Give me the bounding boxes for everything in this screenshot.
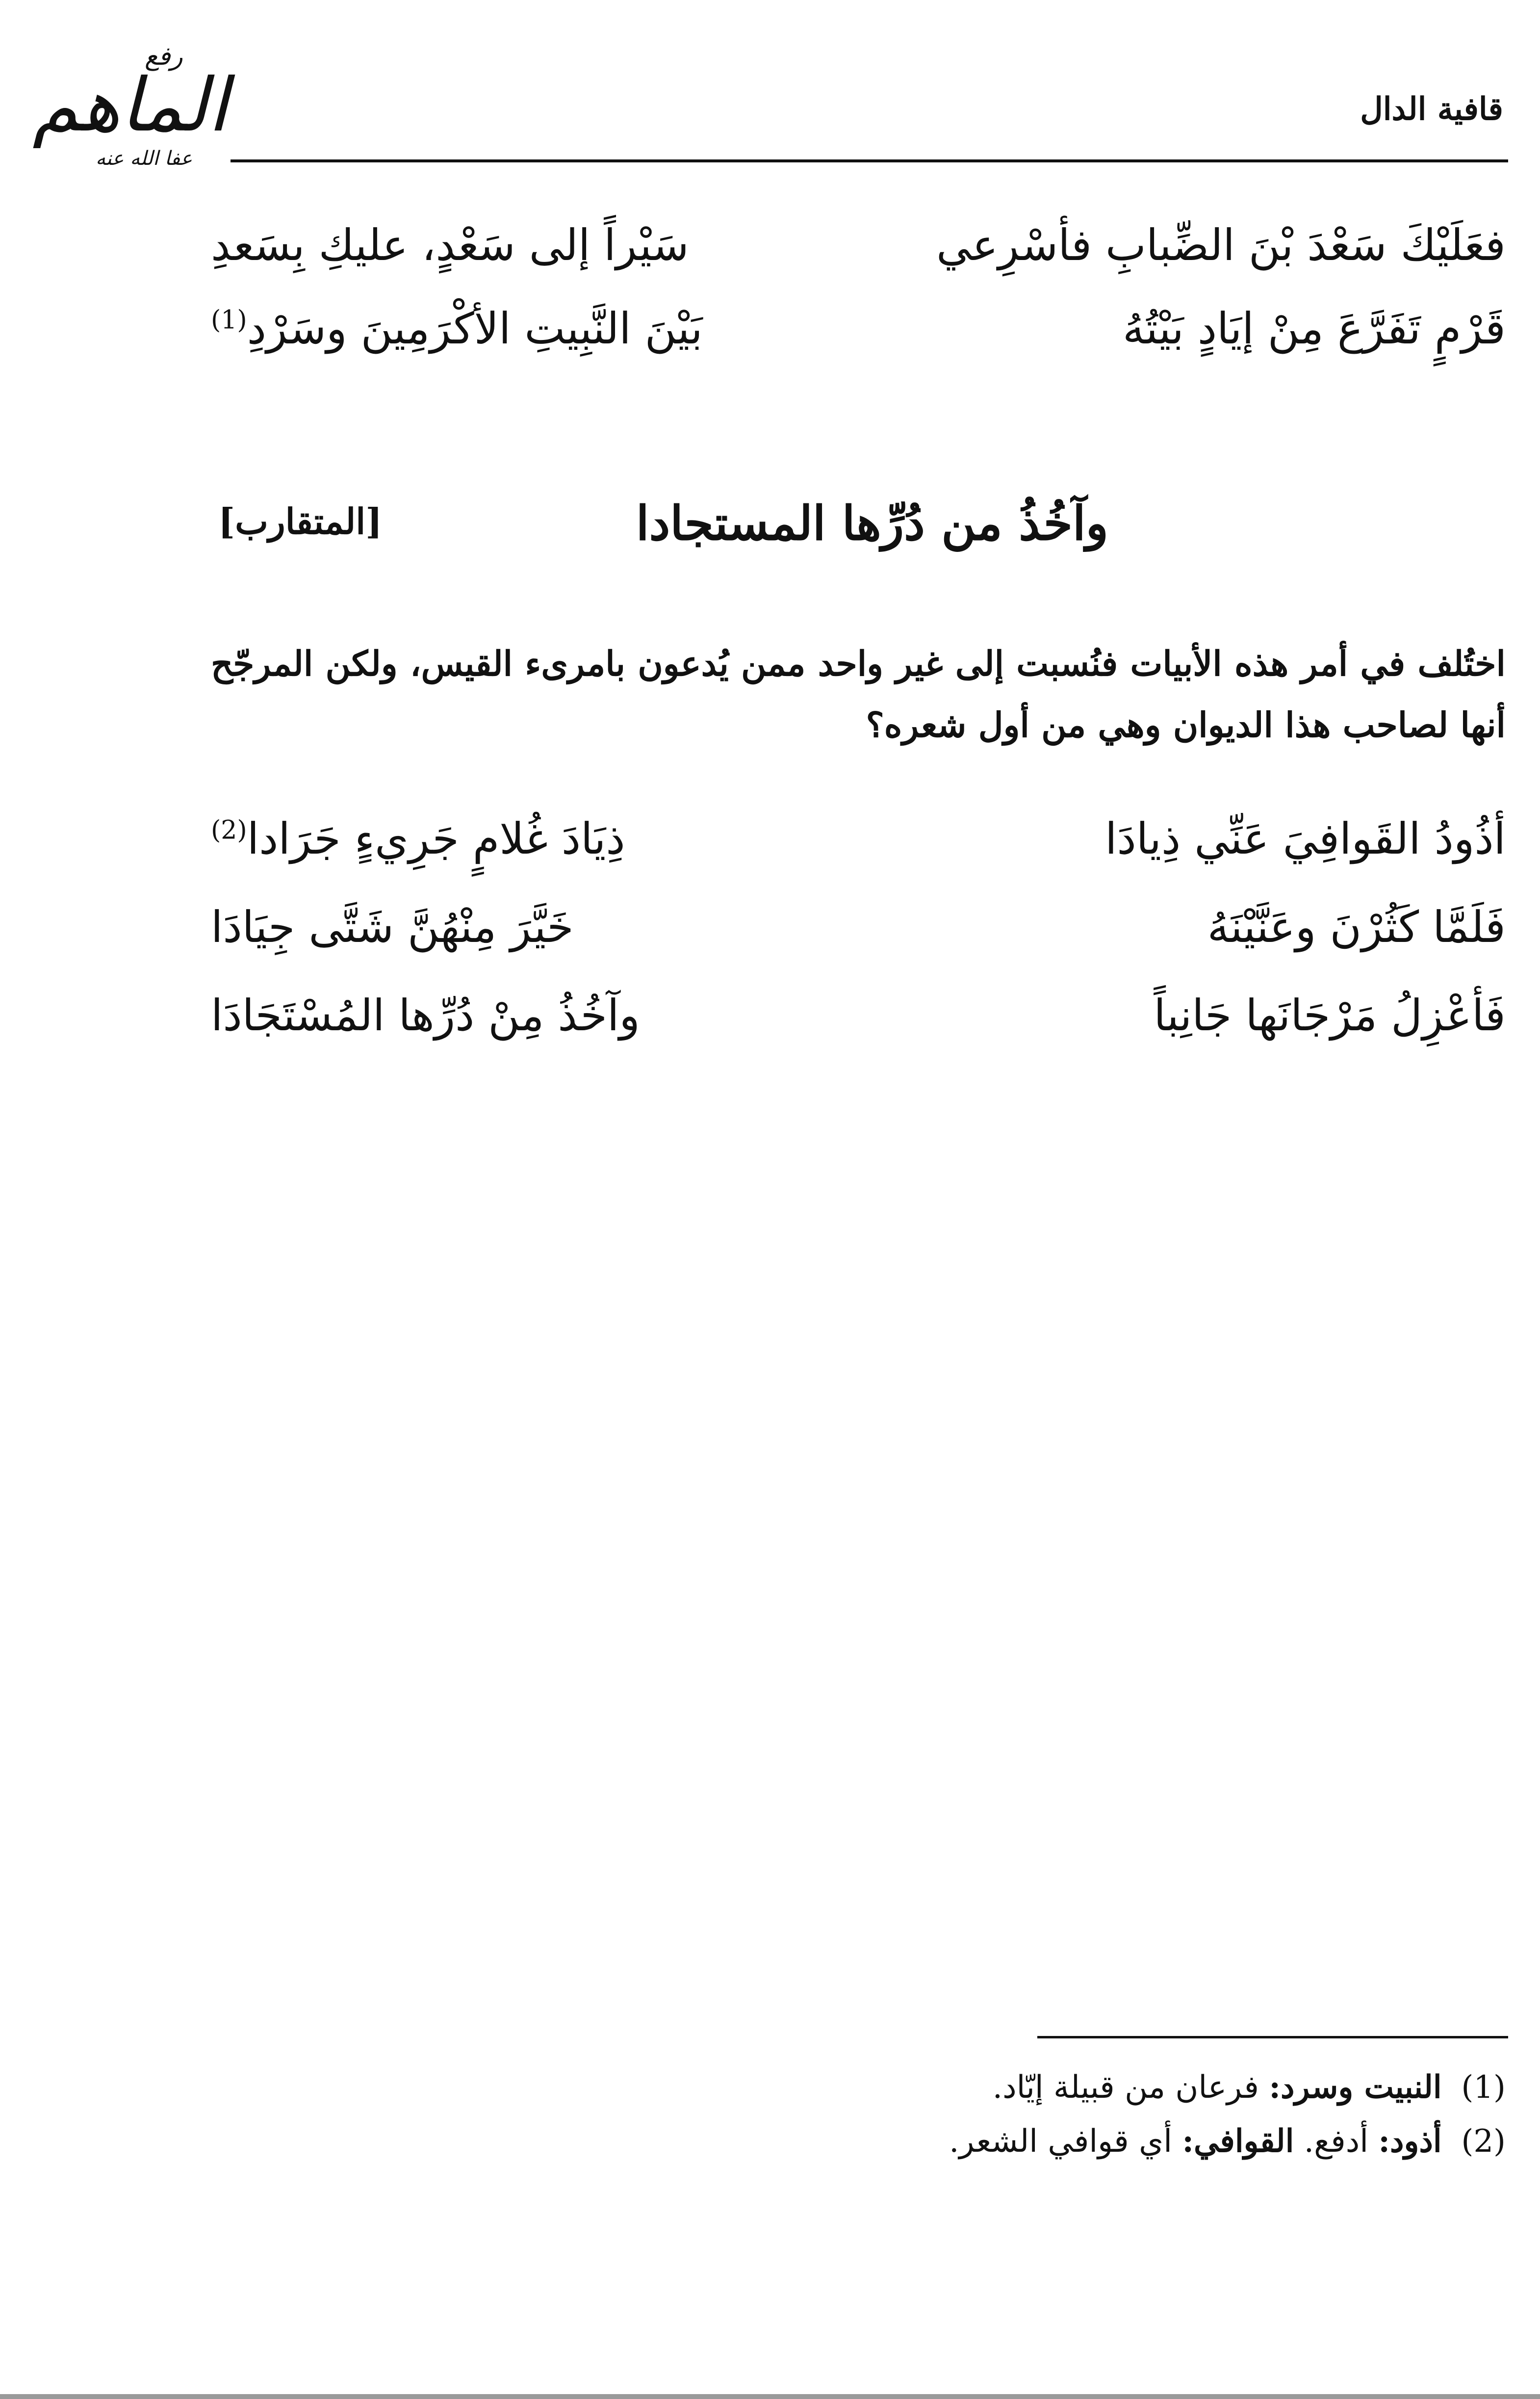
hemistich-text: خَيَّرَ مِنْهُنَّ شَتَّى جِيَادَا xyxy=(211,902,574,952)
hemistich-second xyxy=(211,981,640,1050)
hemistich-first: فَلَمَّا كَثُرْنَ وعَنَّيْنَهُ xyxy=(1207,902,1506,952)
verse-line xyxy=(211,211,1506,280)
footnote-ref[interactable]: (1) xyxy=(211,305,247,335)
hemistich-first: أذُودُ القَوافِيَ عَنِّي ذِيادَا xyxy=(1105,813,1506,864)
header-rule xyxy=(231,159,1508,162)
hemistich-text: ذِيَادَ غُلامٍ جَرِيءٍ جَرَادا xyxy=(247,813,625,864)
hemistich-text: بَيْنَ النَّبِيتِ الأكْرَمِينَ وسَرْدِ xyxy=(247,303,703,354)
hemistich-second xyxy=(211,805,625,873)
stamp-sub-text: عفا الله عنه xyxy=(96,147,193,170)
hemistich-second xyxy=(211,211,689,280)
footnote-text: أي قوافي الشعر. xyxy=(949,2123,1172,2160)
footnote-term: النبيت وسرد: xyxy=(1269,2069,1442,2106)
footnote-term: أذود: xyxy=(1378,2123,1442,2160)
hemistich-second xyxy=(211,893,574,962)
footnote-number: (2) xyxy=(1461,2123,1506,2160)
hemistich-text: سَيْراً إلى سَعْدٍ، عليكِ بِسَعدِ xyxy=(211,220,689,270)
library-stamp xyxy=(32,42,228,179)
verse-line xyxy=(211,294,1506,363)
poem-intro: اختُلف في أمر هذه الأبيات فنُسبت إلى غير واحد ممن يُدعون بامرىء القيس، ولكن المرجّح أنها لصاحب هذا الديوان وهي من أول شعره؟ xyxy=(211,643,1506,745)
verse-line xyxy=(211,805,1506,873)
footnote-rule xyxy=(1037,2036,1508,2038)
poem-title: وآخُذُ من دُرِّها المستجادا xyxy=(636,495,1108,551)
footnote-number: (1) xyxy=(1461,2069,1506,2106)
footnote-item xyxy=(211,2063,1506,2112)
footnote-term: القوافي: xyxy=(1182,2123,1294,2160)
hemistich-second xyxy=(211,294,703,363)
verse-line xyxy=(211,893,1506,962)
footnote-ref[interactable]: (2) xyxy=(211,815,247,845)
hemistich-first: فعَلَيْكَ سَعْدَ بْنَ الضِّبابِ فأسْرِعي xyxy=(936,220,1506,270)
footnote-text: أدفع. xyxy=(1304,2123,1368,2160)
running-title: قافية الدال xyxy=(1360,91,1503,128)
footnote-item xyxy=(211,2117,1506,2166)
verse-line xyxy=(211,981,1506,1050)
scan-bottom-edge xyxy=(0,2394,1540,2399)
hemistich-first: قَرْمٍ تَفَرَّعَ مِنْ إيَادٍ بَيْتُهُ xyxy=(1123,303,1506,354)
poem-meter: [المتقارب] xyxy=(218,500,383,542)
footnote-text: فرعان من قبيلة إيّاد. xyxy=(992,2069,1259,2106)
stamp-main-text: الماهم xyxy=(32,63,228,148)
hemistich-first: فَأعْزِلُ مَرْجَانَها جَانِباً xyxy=(1154,990,1506,1041)
stamp-top-text: رفع xyxy=(145,42,183,71)
hemistich-text: وآخُذُ مِنْ دُرِّها المُسْتَجَادَا xyxy=(211,990,640,1041)
